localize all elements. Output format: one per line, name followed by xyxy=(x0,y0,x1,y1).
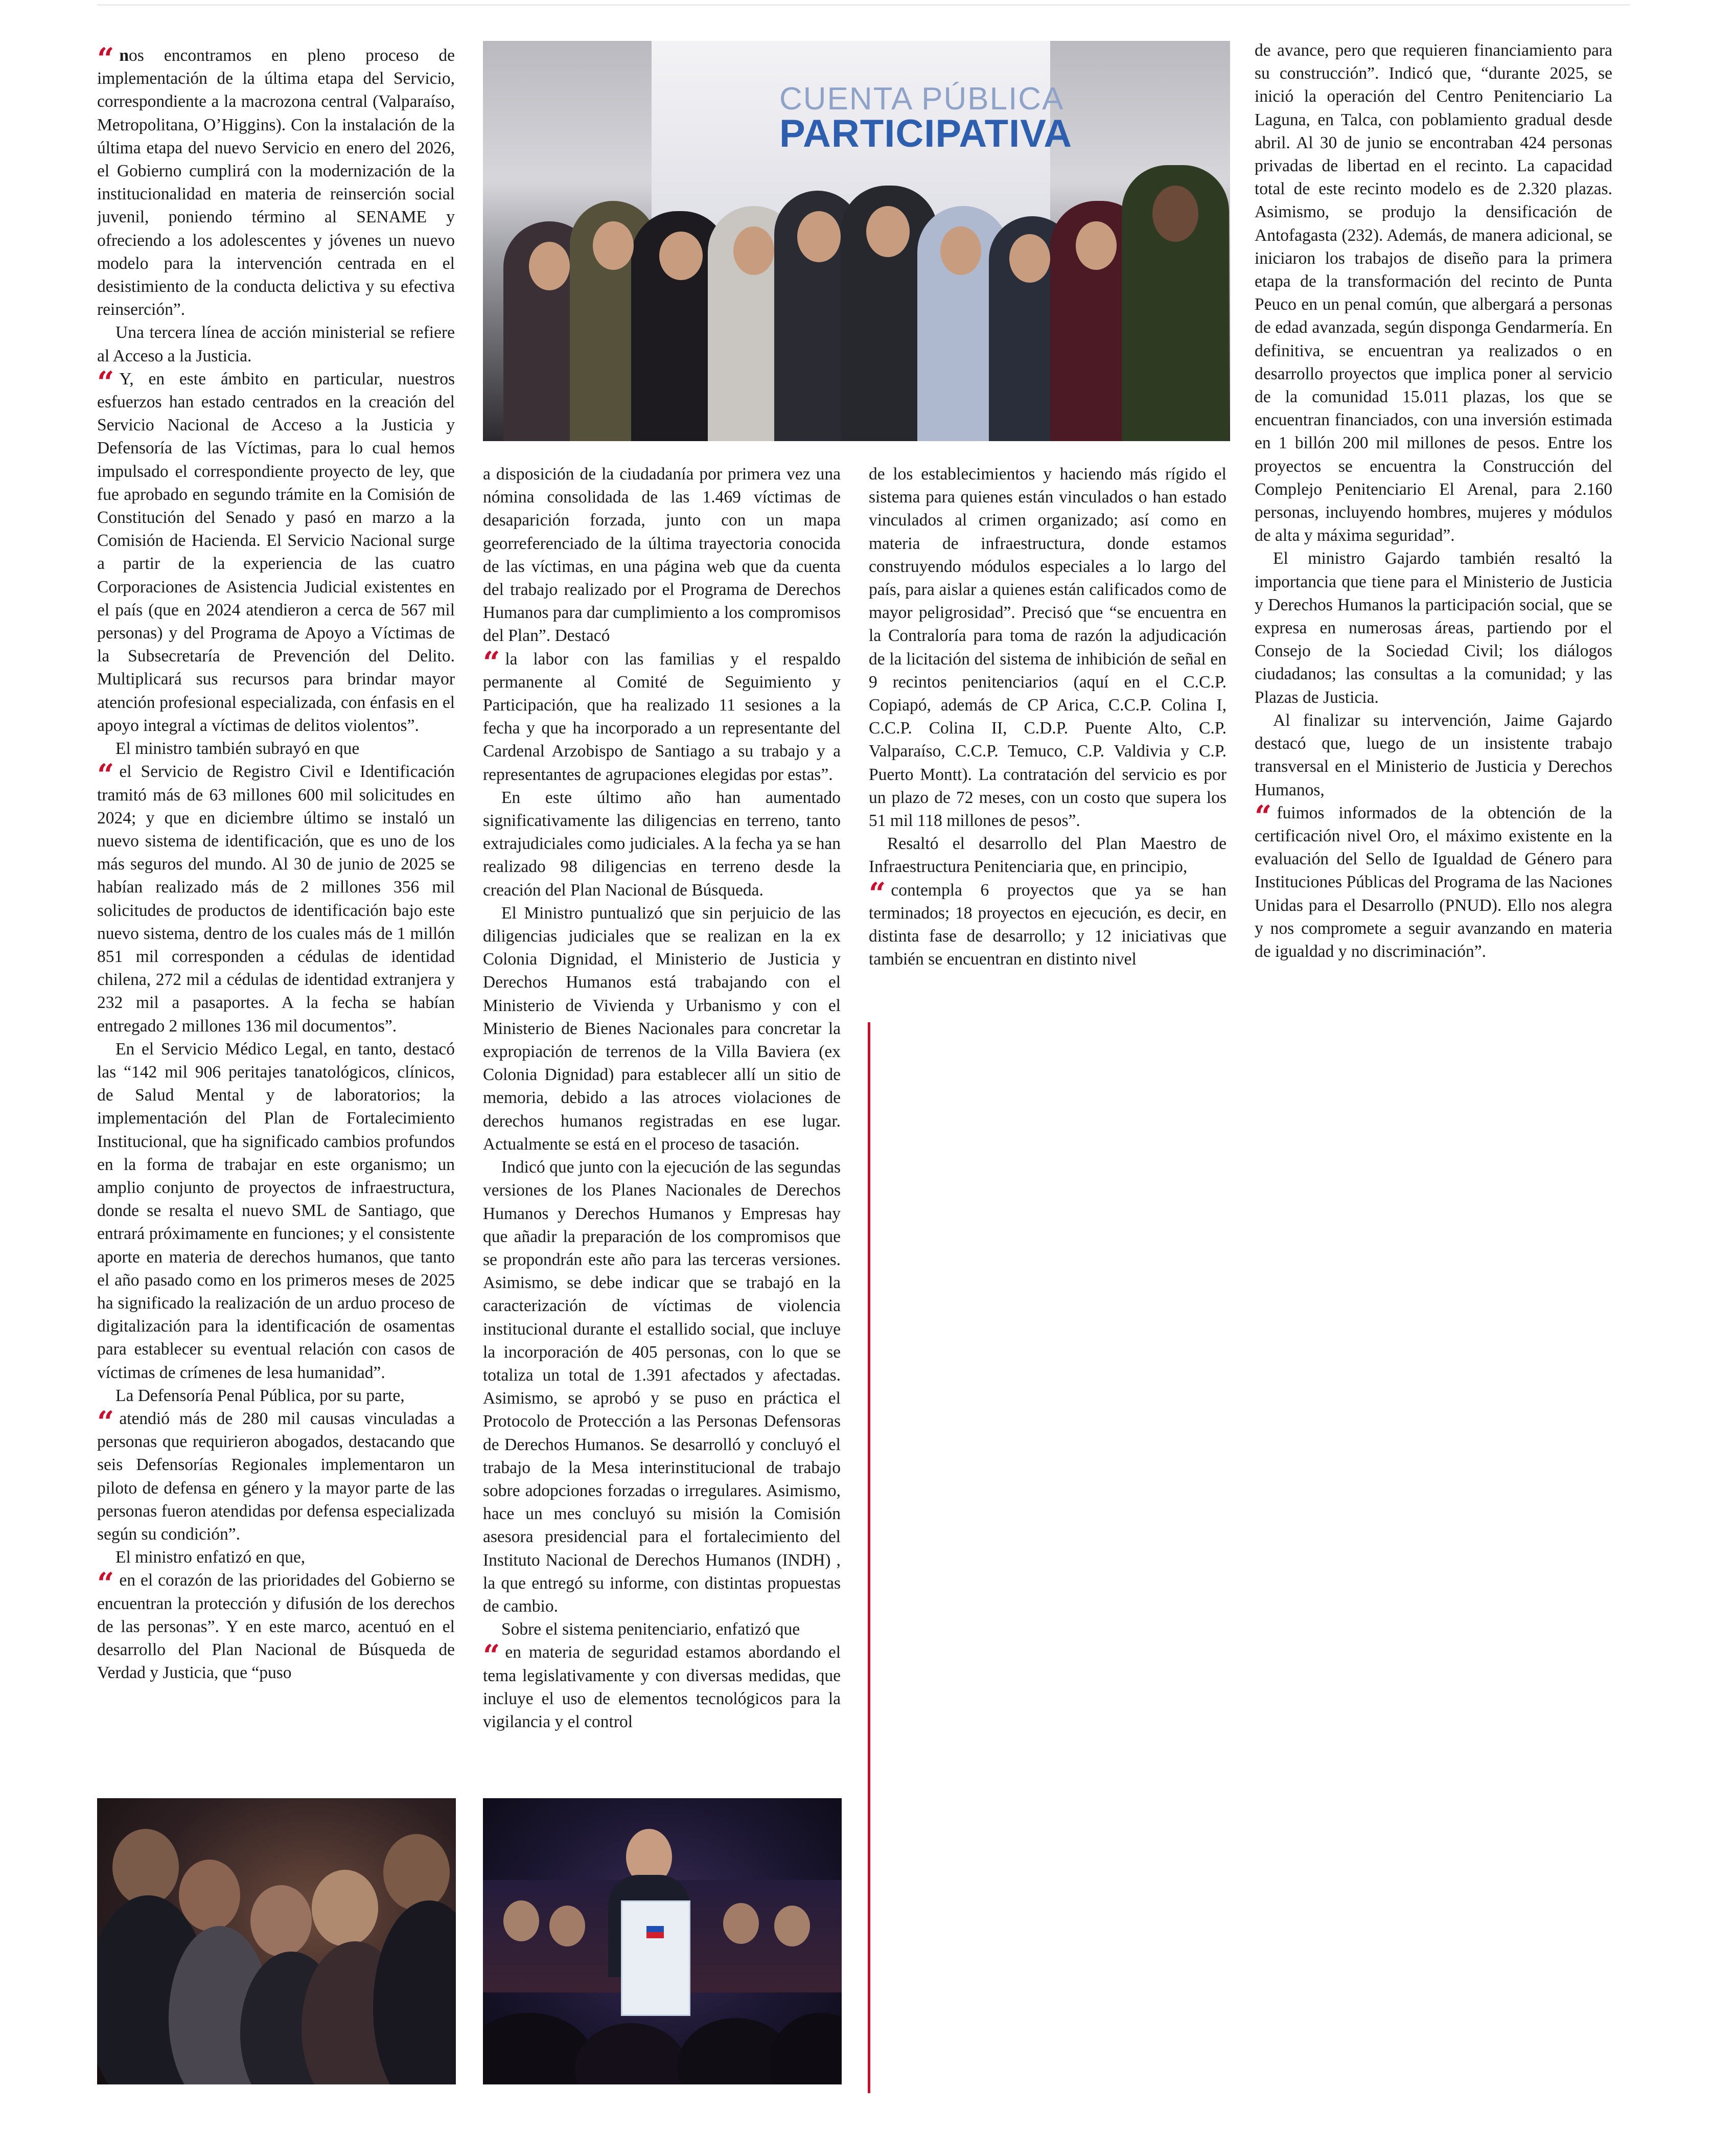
column-divider-red xyxy=(868,1022,870,2093)
photo-ceremony-group xyxy=(483,41,1230,441)
paragraph-text: os encontramos en pleno proceso de implementación de la última etapa del Servicio, correspondiente a la macrozona central (Valparaíso, Metropolitana, O’Higgins). Con la instalación de la última etapa del nuevo Servicio en enero del 2026, el Gobierno cumplirá con la modernización de la institucionalidad en materia de reinserción social juvenil, poniendo término al SENAME y ofreciendo a los adolescentes y jóvenes un nuevo modelo para la intervención centrada en el desistimiento de la conducta delictiva y su efectiva reinserción”. xyxy=(97,46,455,319)
screen-title-line1: CUENTA PÚBLICA xyxy=(779,81,1064,117)
paragraph-text: atendió más de 280 mil causas vinculadas a personas que requirieron abogados, destacando que seis Defensorías Regionales implementaron un piloto de defensa en género y la mayor parte de las personas fueron atendidas por defensa especializada según su condición”. xyxy=(97,1409,455,1544)
photo-audience xyxy=(97,1798,456,2084)
quote-mark-icon: “ xyxy=(97,364,112,400)
paragraph-quote xyxy=(97,1404,455,1546)
podium-flag-icon xyxy=(646,1926,664,1938)
paragraph: El Ministro puntualizó que sin perjuicio de las diligencias judiciales que se realizan en la ex Colonia Dignidad, el Ministerio de Justicia y Derechos Humanos está trabajando con el Ministerio de Vivienda y Urbanismo y con el Ministerio de Bienes Nacionales para concretar la expropiación de terrenos de la Villa Baviera (ex Colonia Dignidad) para establecer allí un sitio de memoria, debido a las atroces violaciones de derechos humanos registradas en ese lugar. Actualmente se está en el proceso de tasación. xyxy=(483,903,841,1154)
podium xyxy=(621,1900,690,2016)
quote-mark-icon: “ xyxy=(97,44,112,76)
paragraph-quote xyxy=(97,1566,455,1684)
screen-title-line2: PARTICIPATIVA xyxy=(779,112,1073,155)
top-rule xyxy=(97,4,1630,6)
paragraph-text: en materia de seguridad estamos abordando el tema legislativamente y con diversas medidas, que incluye el uso de elementos tecnológicos para la vigilancia y el control xyxy=(483,1643,841,1731)
paragraph: La Defensoría Penal Pública, por su parte, xyxy=(115,1386,405,1405)
quote-mark-icon: “ xyxy=(1255,798,1270,834)
paragraph-text: el Servicio de Registro Civil e Identificación tramitó más de 63 millones 600 mil solicitudes en 2024; y que en diciembre último se instaló un nuevo sistema de identificación, que es uno de los más seguros del mundo. Al 30 de junio de 2025 se habían realizado más de 2 millones 356 mil solicitudes de productos de identificación bajo este nuevo sistema, dentro de los cuales más de 1 millón 851 mil corresponden a cédulas de identidad chilena, 272 mil a cédulas de identidad extranjera y 232 mil a pasaportes. A la fecha se habían entregado 2 millones 136 mil documentos”. xyxy=(97,762,455,1036)
paragraph: Sobre el sistema penitenciario, enfatizó que xyxy=(501,1620,800,1639)
paragraph-text: fuimos informados de la obtención de la certificación nivel Oro, el máximo existente en la evaluación del Sello de Igualdad de Género para Instituciones Públicas del Programa de las Naciones Unidas para el Desarrollo (PNUD). Ello nos alegra y nos compromete a seguir avanzando en materia de igualdad y no discriminación”. xyxy=(1255,803,1612,961)
paragraph-quote xyxy=(97,44,455,321)
article-column-1 xyxy=(97,44,455,1792)
paragraph: El ministro también subrayó en que xyxy=(115,739,360,759)
group-of-people xyxy=(483,165,1230,441)
paragraph: Resaltó el desarrollo del Plan Maestro de Infraestructura Penitenciaria que, en principio, xyxy=(869,834,1226,877)
paragraph-text: la labor con las familias y el respaldo permanente al Comité de Seguimiento y Participación, que ha realizado 11 sesiones a la fecha y que ha incorporado a un representante del Cardenal Arzobispo de Santiago a su trabajo y a representantes de agrupaciones elegidas por estas”. xyxy=(483,649,841,784)
quote-mark-icon: “ xyxy=(869,876,884,911)
paragraph: El ministro Gajardo también resaltó la importancia que tiene para el Ministerio de Justicia y Derechos Humanos la participación social, que se expresa en numerosas áreas, partiendo por el Consejo de la Sociedad Civil; los diálogos ciudadanos; las consultas a la comunidad; y las Plazas de Justicia. xyxy=(1255,549,1612,707)
paragraph: En este último año han aumentado significativamente las diligencias en terreno, tanto extrajudiciales como judiciales. A la fecha ya se han realizado 98 diligencias en terreno desde la creación del Plan Nacional de Búsqueda. xyxy=(483,788,841,900)
paragraph: de avance, pero que requieren financiamiento para su construcción”. Indicó que, “durante 2025, se inició la operación del Centro Penitenciario La Laguna, en Talca, con poblamiento gradual desde abril. Al 30 de junio se encontraban 424 personas privadas de libertad en el recinto. La capacidad total de este recinto modelo es de 2.320 plazas. Asimismo, se produjo la densificación de Antofagasta (232). Además, de manera adicional, se iniciaron los trabajos de diseño para la primera etapa de la transformación del recinto de Punta Peuco en un penal común, que albergará a personas de edad avanzada, según disponga Gendarmería. En definitiva, se encuentran ya realizados o en desarrollo proyectos que implica poner al servicio de la comunidad 15.011 plazas, los que se encuentran financiados, con una inversión estimada en 1 billón 200 mil millones de pesos. Entre los proyectos se encuentra la Construcción del Complejo Penitenciario El Arenal, para 2.160 personas, incluyendo hombres, mujeres y módulos de alta y máxima seguridad”. xyxy=(1255,41,1612,545)
paragraph-quote xyxy=(1255,798,1612,963)
quote-mark-icon: “ xyxy=(483,645,498,680)
paragraph: El ministro enfatizó en que, xyxy=(115,1548,306,1567)
article-column-2 xyxy=(483,463,841,1761)
quote-mark-icon: “ xyxy=(483,1638,498,1673)
article-column-4 xyxy=(1255,39,1612,1036)
dropcap: n xyxy=(119,46,129,65)
article-column-3 xyxy=(869,463,1226,1015)
paragraph: Indicó que junto con la ejecución de las segundas versiones de los Planes Nacionales de Derechos Humanos y Derechos Humanos y Empresas hay que añadir la preparación de los compromisos que se propondrán este año para las terceras versiones. Asimismo, se debe indicar que se trabajó en la caracterización de víctimas de violencia institucional durante el estallido social, que incluye la incorporación de 405 personas, con lo que se totaliza un total de 1.391 afectados y afectadas. Asimismo, se aprobó y se puso en práctica el Protocolo de Protección a las Personas Defensoras de Derechos Humanos. Se desarrolló y concluyó el trabajo de la Mesa interinstitucional de trabajo sobre adopciones forzadas o irregulares. Asimismo, hace un mes concluyó su misión la Comisión asesora presidencial para el fortalecimiento del Instituto Nacional de Derechos Humanos (INDH) , la que entregó su informe, con distintas propuestas de cambio. xyxy=(483,1158,841,1616)
paragraph-text: contempla 6 proyectos que ya se han terminados; 18 proyectos en ejecución, es decir, en distinta fase de desarrollo; y 12 iniciativas que también se encuentran en distinto nivel xyxy=(869,880,1226,969)
quote-mark-icon: “ xyxy=(97,758,112,793)
paragraph: Una tercera línea de acción ministerial se refiere al Acceso a la Justicia. xyxy=(97,323,455,365)
paragraph: Al finalizar su intervención, Jaime Gajardo destacó que, luego de un insistente trabajo transversal en el Ministerio de Justicia y Derechos Humanos, xyxy=(1255,710,1612,799)
paragraph-quote xyxy=(97,364,455,737)
quote-mark-icon: “ xyxy=(97,1566,112,1601)
paragraph-quote xyxy=(483,645,841,786)
paragraph: de los establecimientos y haciendo más rígido el sistema para quienes están vinculados o han estado vinculados al crimen organizado; así como en materia de infraestructura, donde estamos construyendo módulos especiales a lo largo del país, para aislar a quienes están calificados como de mayor peligrosidad”. Precisó que “se encuentra en la Contraloría para toma de razón la adjudicación de la licitación del sistema de inhibición de señal en 9 recintos penitenciarios (aquí en el C.C.P. Copiapó, además de CP Arica, C.C.P. Colina I, C.C.P. Colina II, C.D.P. Puente Alto, C.P. Valparaíso, C.C.P. Temuco, C.P. Valdivia y C.P. Puerto Montt). La contratación del servicio es por un plazo de 72 meses, con un costo que supera los 51 mil 118 millones de pesos”. xyxy=(869,465,1226,831)
quote-mark-icon: “ xyxy=(97,1404,112,1439)
paragraph-text: Y, en este ámbito en particular, nuestros esfuerzos han estado centrados en la creación del Servicio Nacional de Acceso a la Justicia y Defensoría de las Víctimas, para lo cual hemos impulsado el correspondiente proyecto de ley, que fue aprobado en segundo trámite en la Comisión de Constitución del Senado y pasó en marzo a la Comisión de Hacienda. El Servicio Nacional surge a partir de la experiencia de las cuatro Corporaciones de Asistencia Judicial existentes en el país (que en 2024 atendieron a cerca de 567 mil personas) y del Programa de Apoyo a Víctimas de la Subsecretaría de Prevención del Delito. Multiplicará sus recursos para brindar mayor atención profesional especializada, con énfasis en el apoyo integral a víctimas de delitos violentos”. xyxy=(97,369,455,735)
paragraph-text: en el corazón de las prioridades del Gobierno se encuentran la protección y difusión de los derechos de las personas”. Y en este marco, acentuó en el desarrollo del Plan Nacional de Búsqueda de Verdad y Justicia, que “puso xyxy=(97,1571,455,1683)
paragraph-quote xyxy=(483,1638,841,1733)
paragraph-quote xyxy=(97,760,455,1037)
paragraph: En el Servicio Médico Legal, en tanto, destacó las “142 mil 906 peritajes tanatológicos, clínicos, de Salud Mental y de laboratorios; la implementación del Plan de Fortalecimiento Institucional, que ha significado cambios profundos en la forma de trabajar en este organismo; un amplio conjunto de proyectos de infraestructura, donde se resalta el nuevo SML de Santiago, que entrará próximamente en funciones; y el consistente aporte en materia de derechos humanos, que tanto el año pasado como en los primeros meses de 2025 ha significado la realización de un arduo proceso de digitalización para la identificación de osamentas para establecer su eventual relación con casos de víctimas de crímenes de lesa humanidad”. xyxy=(97,1039,455,1382)
photo-speaker-orchestra xyxy=(483,1798,842,2084)
paragraph: a disposición de la ciudadanía por primera vez una nómina consolidada de las 1.469 víctimas de desaparición forzada, junto con un mapa georreferenciado de la última trayectoria conocida de las víctimas, en una página web que da cuenta del trabajo realizado por el Programa de Derechos Humanos para dar cumplimiento a los compromisos del Plan”. Destacó xyxy=(483,465,841,646)
paragraph-quote xyxy=(869,876,1226,971)
